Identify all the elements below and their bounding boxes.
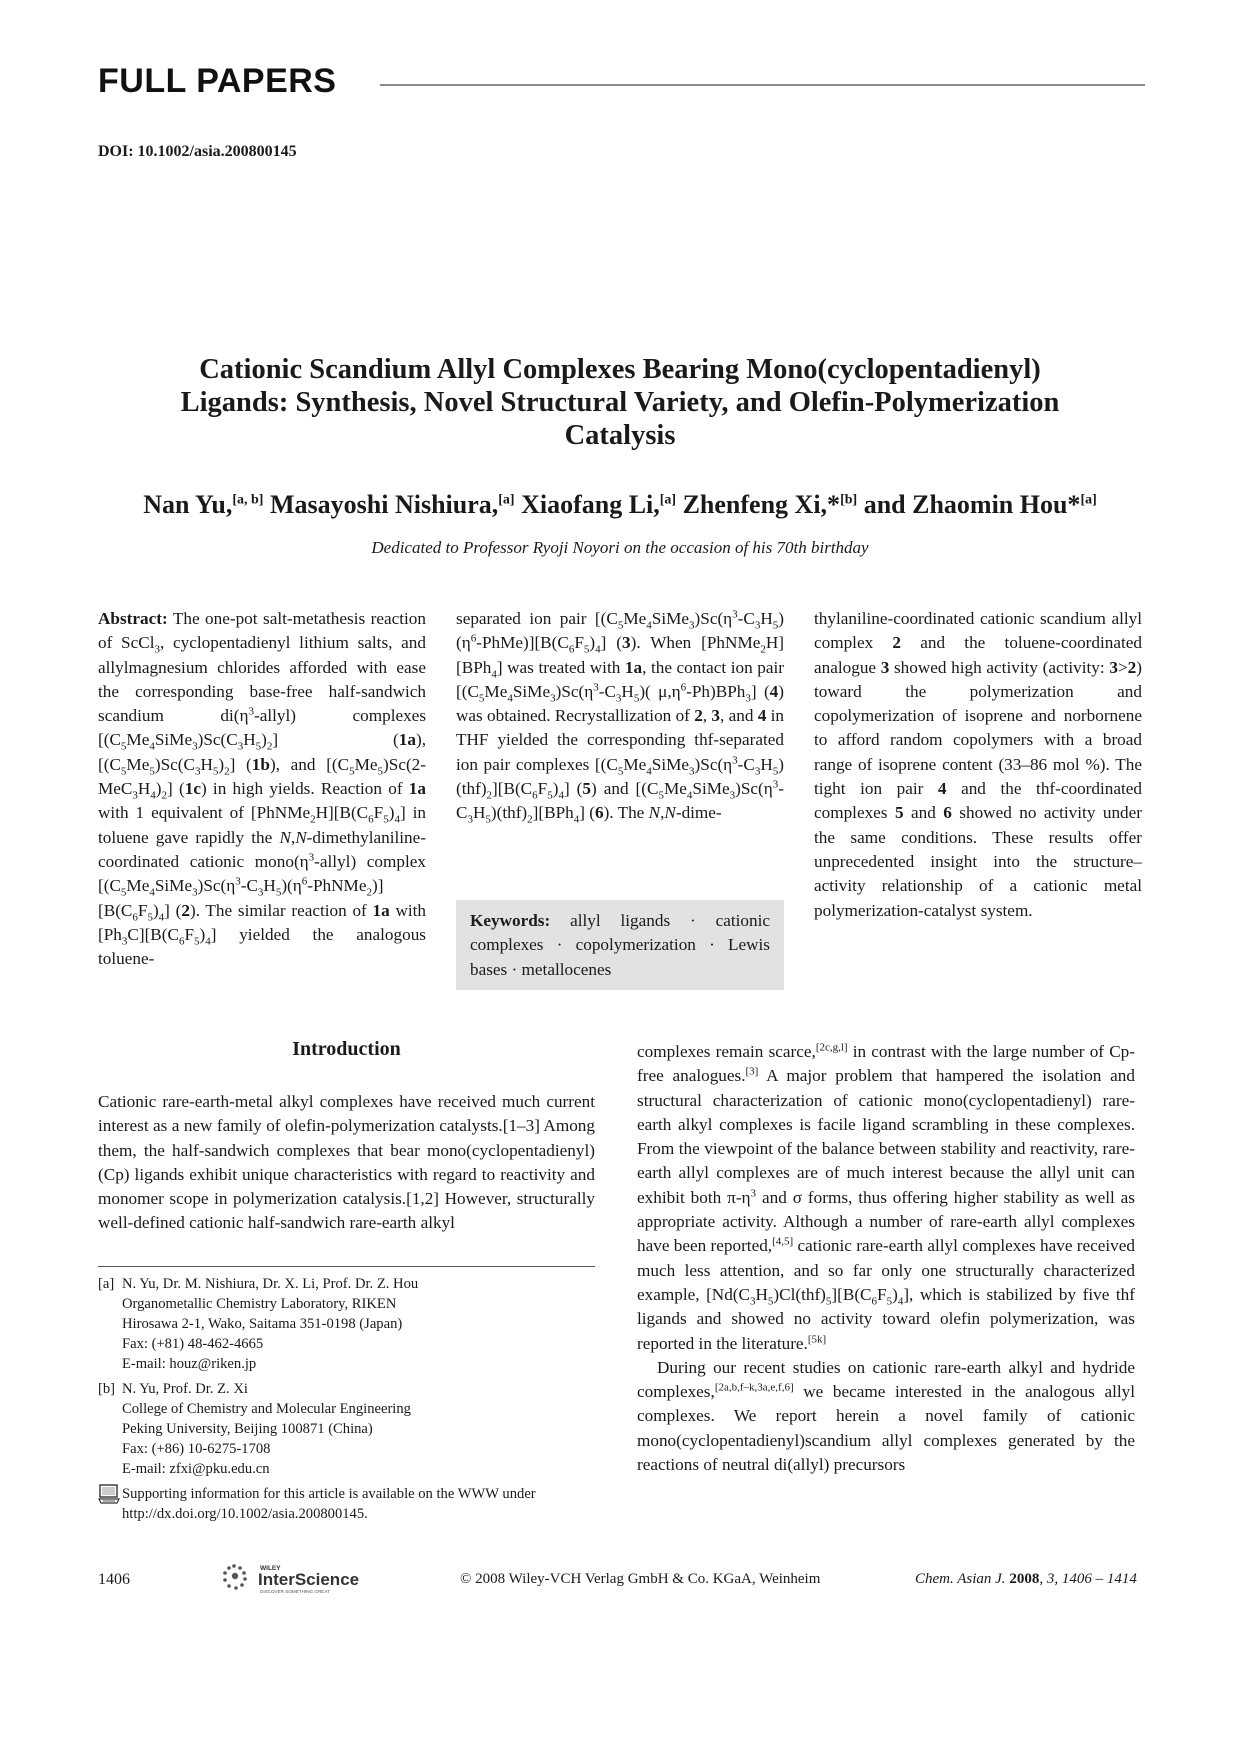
footnote-rule [98,1266,595,1267]
affiliation-a [98,1274,595,1374]
affiliation-mark: [b] [840,492,858,508]
title-line: Ligands: Synthesis, Novel Structural Variety, and Olefin-Polymerization [180,387,1060,418]
affiliation-line: N. Yu, Prof. Dr. Z. Xi [122,1381,248,1397]
author-list [80,490,1160,520]
abstract-label: Abstract: [98,609,168,628]
logo-tagline: DISCOVER SOMETHING GREAT [260,1589,330,1594]
affiliation-email[interactable]: E-mail: zfxi@pku.edu.cn [122,1461,270,1477]
dedication: Dedicated to Professor Ryoji Noyori on the occasion of his 70th birthday [371,538,869,557]
introduction-right-column: complexes remain scarce,[2c,g,l] in contrast with the large number of Cp-free analogues.[3] A major problem that hampered the isolation and structural characterization of cationic mono(cyclopentadienyl) rare-earth alkyl complexes is facile ligand scrambling in these complexes. From the viewpoint of the balance between stability and reactivity, rare-earth allyl complexes are of much interest because the allyl unit can exhibit both $\pi-\eta^3$ and σ forms, thus offering higher stability as well as appropriate activity. Although a number of rare-earth allyl complexes have been reported,[4,5] cationic rare-earth allyl complexes have received much less attention, and so far only one structurally characterized example, $[Nd(C_3H_5)Cl(thf)_5][B(C_6F_5)_4]$, which is stabilized by five thf ligands and showed no activity toward olefin polymerization, was reported in the literature.[5k] During our recent studies on cationic rare-earth alkyl and hydride complexes,[2a,b,f–k,3a,e,f,6] we became interested in the analogous allyl complexes. We report herein a novel family of cationic mono(cyclopentadienyl)scandium allyl complexes generated by the reactions of neutral di(allyl) precursors [637,1041,1136,1475]
page-number: 1406 [98,1571,130,1588]
author: Xiaofang Li, [514,490,660,519]
affiliation-line: Fax: (+86) 10-6275-1708 [122,1441,271,1457]
header-rule [380,84,1145,86]
article-title [100,353,1140,452]
journal-name: Chem. Asian J. [915,1571,1006,1587]
keywords-box [456,900,784,990]
introduction-heading: Introduction [292,1038,401,1060]
keywords-label: Keywords: [470,911,551,930]
supporting-info [98,1484,595,1524]
journal-volume-pages: , 3, 1406 – 1414 [1039,1571,1137,1587]
author: Nan Yu, [143,490,233,519]
author: Zhenfeng Xi,* [676,490,841,519]
affiliation-line: Hirosawa 2-1, Wako, Saitama 351-0198 (Japan) [122,1316,403,1332]
affiliation-b [98,1379,595,1479]
affiliation-mark: [a] [498,492,515,508]
affiliation-line: College of Chemistry and Molecular Engineering [122,1401,411,1417]
introduction-left-column [98,1090,595,1236]
journal-year: 2008 [1009,1571,1040,1587]
wiley-interscience-logo [220,1560,388,1596]
title-line: Catalysis [564,420,676,451]
abstract-column-2: separated ion pair $[(C_5Me_4SiMe_3)Sc(\eta^3-C_3H_5)(\eta^6-PhMe)][B(C_6F_5)_4]$ (3). When [PhNMe$_2$H][BPh$_4$] was treated with 1a, the contact ion pair [$(C_5Me_4SiMe_3)Sc(\eta^3-C_3H_5)$( $\mu,\eta^6-Ph)BPh_3$] (4) was obtained. Recrystallization of 2, 3, and 4 in THF yielded the corresponding thf-separated ion pair complexes $[(C_5Me_4SiMe_3)Sc(\eta^3-C_3H_5)(thf)_2][B(C_6F_5)_4]$ (5) and $[(C_5Me_4SiMe_3)Sc(\eta^3-C_3H_5)(thf)_2][BPh_4]$ (6). The N,N-dime- [456,608,785,826]
author: Masayoshi Nishiura, [263,490,499,519]
affiliation-line: Fax: (+81) 48-462-4665 [122,1336,264,1352]
copyright: © 2008 Wiley-VCH Verlag GmbH & Co. KGaA, Weinheim [460,1571,821,1587]
supporting-info-text[interactable]: Supporting information for this article is available on the WWW under http://dx.doi.org/10.1002/asia.200800145. [122,1486,536,1522]
affiliation-line: Peking University, Beijing 100871 (China) [122,1421,373,1437]
logo-top-text: WILEY [260,1565,281,1572]
author: and Zhaomin Hou* [857,490,1081,519]
affiliation-tag: [a] [98,1276,115,1292]
affiliation-mark: [a] [659,492,677,508]
journal-citation [915,1571,1137,1588]
keywords-text: allyl ligands · cationic complexes · copolymerization · Lewis bases · metallocenes [470,911,770,979]
affiliation-tag: [b] [98,1381,116,1397]
affiliation-line: N. Yu, Dr. M. Nishiura, Dr. X. Li, Prof. Dr. Z. Hou [122,1276,419,1292]
logo-main-text: InterScience [258,1570,360,1589]
affiliation-mark: [a, b] [232,492,264,508]
title-line: Cationic Scandium Allyl Complexes Bearing Mono(cyclopentadienyl) [199,354,1041,385]
abstract-column-1: Abstract: The one-pot salt-metathesis reaction of ScCl$_3$, cyclopentadienyl lithium salts, and allylmagnesium chlorides afforded with ease the corresponding base-free half-sandwich scandium $di(\eta^3-allyl)$ complexes $[(C_5Me_4SiMe_3)Sc(C_3H_5)_2]$ (1a), $[(C_5Me_5)Sc(C_3H_5)_2]$ (1b), and $[(C_5Me_5)Sc(2-MeC_3H_4)_2]$ (1c) in high yields. Reaction of 1a with 1 equivalent of $[PhNMe_2H][B(C_6F_5)_4]$ in toluene gave rapidly the N,N-dimethylaniline-coordinated cationic $mono(\eta^3-allyl)$ complex $[(C_5Me_4SiMe_3)Sc(\eta^3-C_3H_5)(\eta^6-PhNMe_2)][B(C_6F_5)_4]$ (2). The similar reaction of 1a with $[Ph_3C][B(C_6F_5)_4]$ yielded the analogous toluene- [98,609,427,969]
computer-icon [98,1484,122,1510]
abstract-column-3: thylaniline-coordinated cationic scandium allyl complex 2 and the toluene-coordinated analogue 3 showed high activity (activity: 3>2) toward the polymerization and copolymerization of isoprene and norbornene to afford random copolymers with a broad range of isoprene content (33–86 mol %). The tight ion pair 4 and the thf-coordinated complexes 5 and 6 showed no activity under the same conditions. These results offer unprecedented insight into the structure–activity relationship of a cationic metal polymerization-catalyst system. [814,609,1142,920]
introduction-paragraph: Cationic rare-earth-metal alkyl complexes have received much current interest as a new family of olefin-polymerization catalysts.[1–3] Among them, the half-sandwich complexes that bear mono(cyclopentadienyl) (Cp) ligands exhibit unique characteristics with regard to reactivity and monomer scope in polymerization catalysis.[1,2] However, structurally well-defined cationic half-sandwich rare-earth alkyl [98,1092,595,1233]
affiliation-line: Organometallic Chemistry Laboratory, RIKEN [122,1296,397,1312]
doi: DOI: 10.1002/asia.200800145 [98,143,297,160]
affiliation-mark: [a] [1080,492,1097,508]
section-label: FULL PAPERS [98,62,337,100]
affiliation-email[interactable]: E-mail: houz@riken.jp [122,1356,257,1372]
